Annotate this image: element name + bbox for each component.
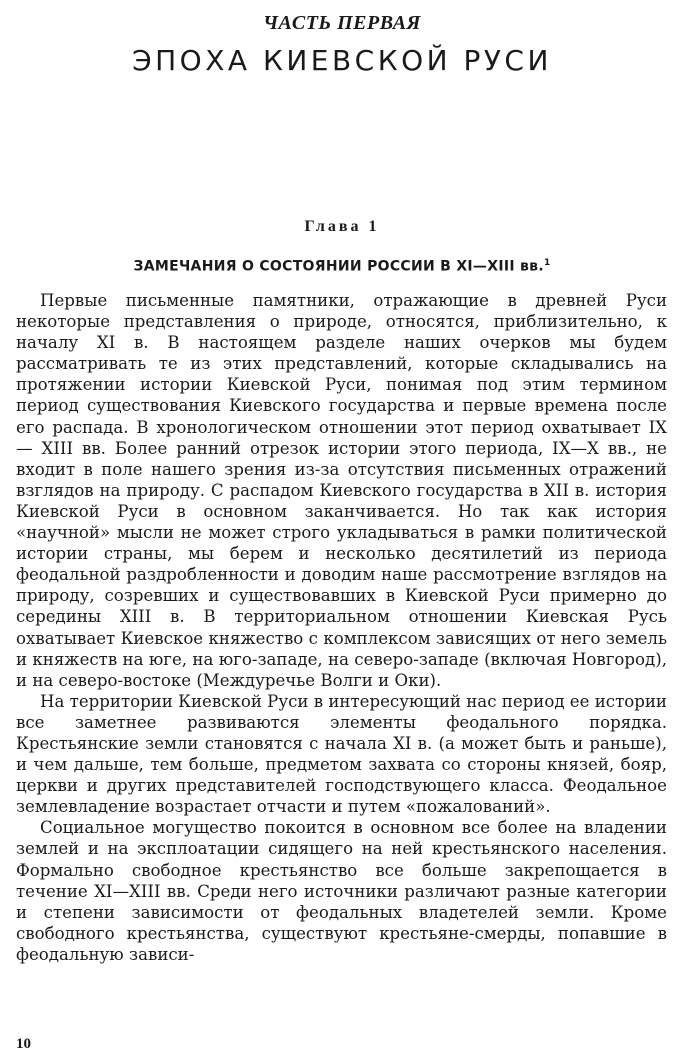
body-text bbox=[16, 290, 667, 965]
footnote-mark: 1 bbox=[543, 258, 551, 268]
paragraph: Социальное могущество покоится в основном все более на владении землей и на эксплоатации сидящего на ней крестьянского населения. Формально свободное крестьянство все больше закрепощается в течение XI—XIII вв. Среди него источники различают разные категории и степени зависимости от феодальных владетелей земли. Кроме свободного крестьянства, существуют крестьяне-смерды, попавшие в феодальную зависи- bbox=[16, 818, 667, 964]
chapter-title-text: ЗАМЕЧАНИЯ О СОСТОЯНИИ РОССИИ В XI—XIII вв. bbox=[133, 258, 544, 275]
paragraph: Первые письменные памятники, отражающие в древней Руси некоторые представления о природе, относятся, приблизительно, к началу XI в. В настоящем разделе наших очерков мы будем рассматривать те из этих представлений, которые складывались на протяжении истории Киевской Руси, понимая под этим термином период существования Киевского государства и первые времена после его распада. В хронологическом отношении этот период охватывает IX — XIII вв. Более ранний отрезок истории этого периода, IX—X вв., не входит в поле нашего зрения из-за отсутствия письменных отражений взглядов на природу. С распадом Киевского государства в XII в. история Киевской Руси в основном заканчивается. Но так как история «научной» мысли не может строго укладываться в рамки политической истории страны, мы берем и несколько десятилетий из периода феодальной раздробленности и доводим наше рассмотрение взглядов на природу, созревших и существовавших в Киевской Руси примерно до середины XIII в. В территориальном отношении Киевская Русь охватывает Киевское княжество с комплексом зависящих от него земель и княжеств на юге, на юго-западе, на северо-западе (включая Новгород), и на северо-востоке (Междуречье Волги и Оки). bbox=[16, 291, 667, 690]
paragraph: На территории Киевской Руси в интересующий нас период ее истории все заметнее развиваются элементы феодального порядка. Крестьянские земли становятся с начала XI в. (а может быть и раньше), и чем дальше, тем больше, предметом захвата со стороны князей, бояр, церкви и других представителей господствующего класса. Феодальное землевладение возрастает отчасти и путем «пожалований». bbox=[16, 691, 667, 817]
chapter-title bbox=[0, 258, 684, 275]
page-number: 10 bbox=[16, 1036, 31, 1052]
part-title: ЭПОХА КИЕВСКОЙ РУСИ bbox=[132, 44, 552, 77]
chapter-label: Глава 1 bbox=[304, 218, 380, 235]
part-label: ЧАСТЬ ПЕРВАЯ bbox=[263, 12, 421, 34]
